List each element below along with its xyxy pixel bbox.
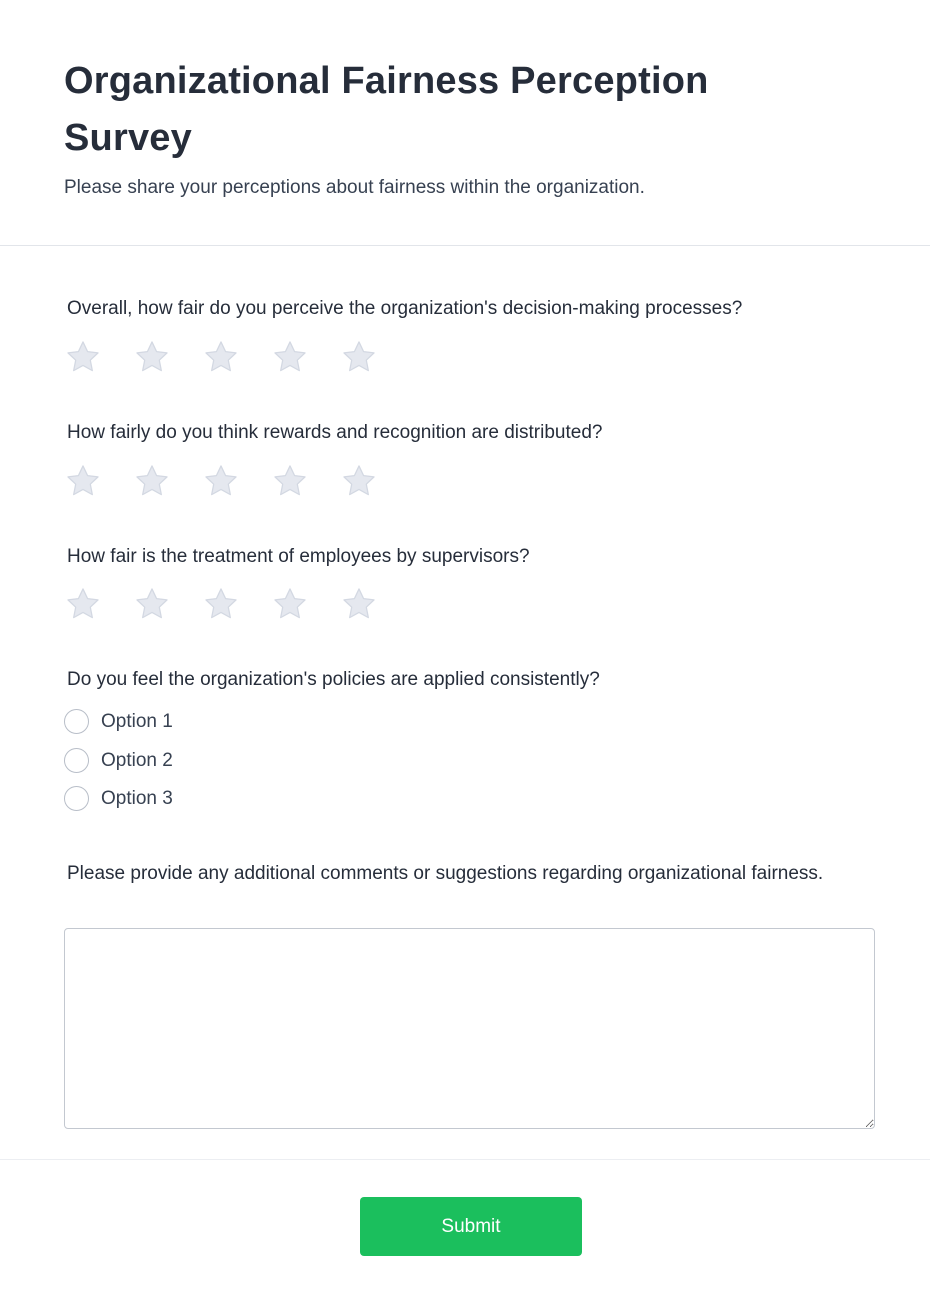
rating-3-star-4[interactable]	[271, 585, 309, 623]
radio-option-label: Option 3	[101, 787, 173, 809]
rating-2-star-2[interactable]	[133, 462, 171, 500]
star-outline-icon	[340, 585, 378, 623]
question-2-label: How fairly do you think rewards and recognition are distributed?	[67, 422, 603, 443]
question-3-label: How fair is the treatment of employees by supervisors?	[67, 546, 530, 567]
star-outline-icon	[64, 585, 102, 623]
rating-3-star-5[interactable]	[340, 585, 378, 623]
radio-option-label: Option 1	[101, 710, 173, 732]
page-title: Organizational Fairness Perception Survey	[64, 60, 709, 159]
header-divider	[0, 245, 930, 246]
star-outline-icon	[271, 462, 309, 500]
star-outline-icon	[133, 462, 171, 500]
question-5-label: Please provide any additional comments or suggestions regarding organizational fairness.	[67, 863, 824, 884]
star-outline-icon	[133, 338, 171, 376]
rating-2-star-1[interactable]	[64, 462, 102, 500]
star-outline-icon	[340, 462, 378, 500]
radio-option-label: Option 2	[101, 749, 173, 771]
radio-option-1[interactable]	[64, 709, 173, 734]
rating-1-star-3[interactable]	[202, 338, 240, 376]
page-subtitle: Please share your perceptions about fairness within the organization.	[64, 177, 645, 198]
radio-option-3[interactable]	[64, 786, 173, 811]
star-outline-icon	[271, 338, 309, 376]
rating-2-star-3[interactable]	[202, 462, 240, 500]
rating-1-star-1[interactable]	[64, 338, 102, 376]
question-4-label: Do you feel the organization's policies are applied consistently?	[67, 669, 600, 690]
star-outline-icon	[340, 338, 378, 376]
rating-2-star-4[interactable]	[271, 462, 309, 500]
star-outline-icon	[64, 462, 102, 500]
star-outline-icon	[202, 462, 240, 500]
rating-1-star-4[interactable]	[271, 338, 309, 376]
radio-option-2[interactable]	[64, 748, 173, 773]
star-outline-icon	[202, 338, 240, 376]
rating-3-star-3[interactable]	[202, 585, 240, 623]
radio-circle-icon[interactable]	[64, 748, 89, 773]
star-outline-icon	[271, 585, 309, 623]
rating-2-star-5[interactable]	[340, 462, 378, 500]
footer-divider	[0, 1159, 930, 1160]
rating-1-star-5[interactable]	[340, 338, 378, 376]
rating-1-star-2[interactable]	[133, 338, 171, 376]
star-outline-icon	[64, 338, 102, 376]
question-3-rating	[64, 585, 378, 623]
radio-circle-icon[interactable]	[64, 709, 89, 734]
question-1-rating	[64, 338, 378, 376]
rating-3-star-2[interactable]	[133, 585, 171, 623]
radio-circle-icon[interactable]	[64, 786, 89, 811]
star-outline-icon	[133, 585, 171, 623]
star-outline-icon	[202, 585, 240, 623]
submit-button[interactable]: Submit	[360, 1197, 582, 1256]
comments-textarea[interactable]	[64, 928, 875, 1129]
rating-3-star-1[interactable]	[64, 585, 102, 623]
survey-header	[0, 0, 930, 245]
question-2-rating	[64, 462, 378, 500]
question-1-label: Overall, how fair do you perceive the organization's decision-making processes?	[67, 298, 743, 319]
